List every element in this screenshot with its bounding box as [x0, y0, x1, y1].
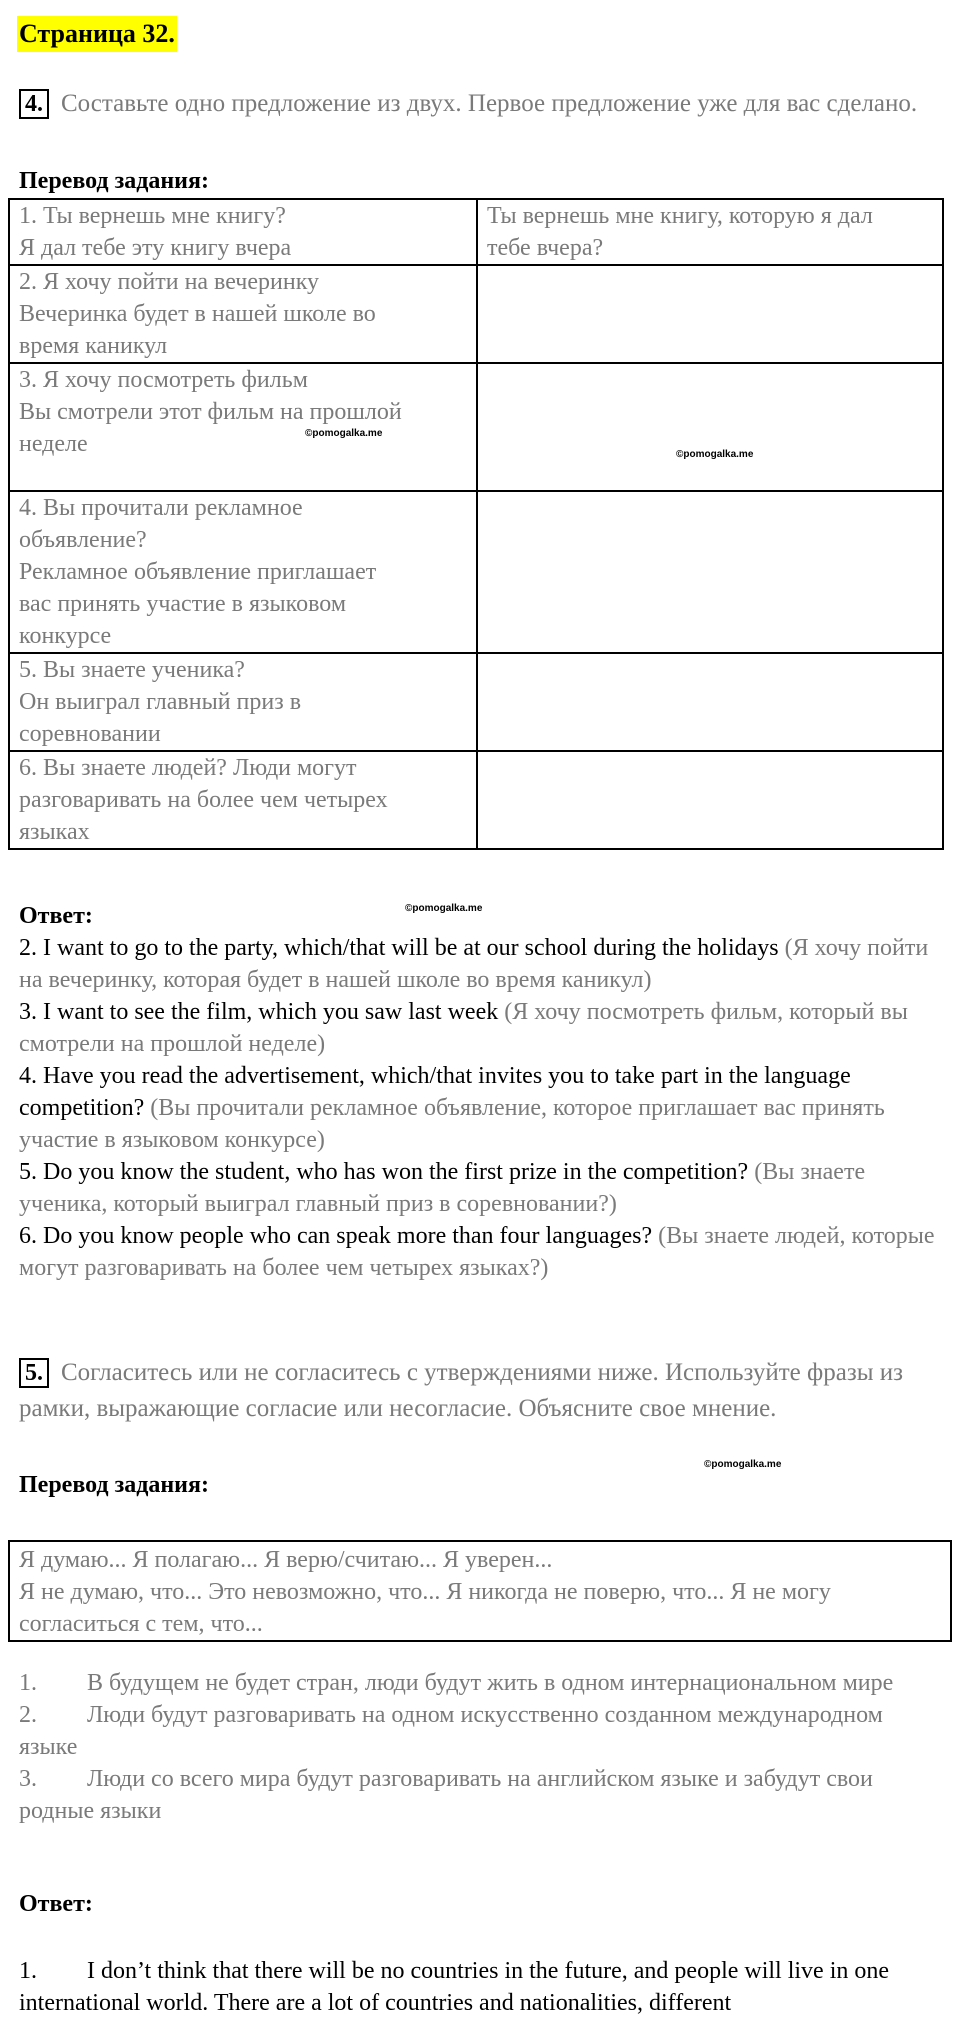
answer-english: 6. Do you know people who can speak more than four languages?	[19, 1223, 653, 1249]
table-cell-combined	[477, 199, 943, 265]
watermark: ©pomogalka.me	[704, 1459, 782, 1470]
cell-line: 3. Я хочу посмотреть фильм	[19, 367, 308, 393]
statement-number: 2.	[19, 1702, 37, 1728]
task4-translation-table	[8, 198, 944, 850]
cell-line: Вы смотрели этот фильм на прошлой	[19, 399, 402, 425]
answer-item	[19, 932, 944, 996]
cell-line: языках	[19, 819, 90, 845]
page-title: Страница 32.	[17, 16, 177, 52]
watermark: ©pomogalka.me	[676, 449, 754, 460]
cell-line: время каникул	[19, 333, 168, 359]
answer-russian: (Я хочу пойти на вечеринку, которая будет в нашей школе во время каникул)	[19, 935, 929, 993]
statement-item	[19, 1763, 944, 1827]
cell-line: соревновании	[19, 721, 161, 747]
statement-number: 3.	[19, 1766, 37, 1792]
answer-english: 4. Have you read the advertisement, which/that invites you to take part in the language competition?	[19, 1063, 851, 1121]
answer-russian: (Я хочу посмотреть фильм, который вы смотрели на прошлой неделе)	[19, 999, 908, 1057]
cell-line: Он выиграл главный приз в	[19, 689, 302, 715]
answer-text: I don’t think that there will be no countries in the future, and people will live in one international world. There are a lot of countries and nationalities, different	[19, 1958, 890, 2016]
table-cell-combined	[477, 363, 943, 491]
table-cell-sentences	[9, 199, 477, 265]
cell-line: 5. Вы знаете ученика?	[19, 657, 245, 683]
cell-line: Вечеринка будет в нашей школе во	[19, 301, 376, 327]
table-cell-sentences	[9, 491, 477, 653]
task5-answers-list	[19, 1955, 944, 2019]
cell-line: конкурсе	[19, 623, 112, 649]
task4-instruction: Составьте одно предложение из двух. Первое предложение уже для вас сделано.	[61, 90, 918, 117]
task5-answer-heading: Ответ:	[19, 1891, 93, 1917]
statement-item	[19, 1699, 944, 1763]
statement-number: 1.	[19, 1670, 37, 1696]
cell-line: 1. Ты вернешь мне книгу?	[19, 203, 286, 229]
answer-item	[19, 1060, 944, 1156]
answer-english: 3. I want to see the film, which you saw last week	[19, 999, 499, 1025]
phrase-box	[8, 1540, 952, 1642]
cell-line: 6. Вы знаете людей? Люди могут	[19, 755, 357, 781]
statement-text: Люди со всего мира будут разговаривать на английском языке и забудут свои родные языки	[19, 1766, 873, 1824]
statement-item	[19, 1667, 944, 1699]
answer-item	[19, 1955, 944, 2019]
task4-answer-heading: Ответ:	[19, 903, 93, 929]
task4-instruction-block	[19, 86, 939, 122]
cell-line: неделе	[19, 431, 88, 457]
phrase-line: Я не думаю, что... Это невозможно, что... Я никогда не поверю, что... Я не могу согласиться с тем, что...	[19, 1579, 831, 1637]
table-row	[9, 751, 943, 849]
answer-item	[19, 996, 944, 1060]
task5-statements-list	[19, 1667, 944, 1827]
cell-line: тебе вчера?	[487, 235, 604, 261]
cell-line: Я дал тебе эту книгу вчера	[19, 235, 292, 261]
task5-number-badge: 5.	[19, 1358, 49, 1388]
table-row	[9, 491, 943, 653]
table-cell-sentences	[9, 751, 477, 849]
answer-item	[19, 1156, 944, 1220]
phrase-line: Я думаю... Я полагаю... Я верю/считаю... Я уверен...	[19, 1547, 553, 1573]
task4-translation-heading: Перевод задания:	[19, 168, 209, 194]
table-cell-combined	[477, 751, 943, 849]
cell-line: Рекламное объявление приглашает	[19, 559, 377, 585]
watermark: ©pomogalka.me	[305, 428, 383, 439]
task4-number-badge: 4.	[19, 89, 49, 119]
task5-translation-heading: Перевод задания:	[19, 1472, 209, 1498]
table-row	[9, 265, 943, 363]
table-row	[9, 363, 943, 491]
table-cell-sentences	[9, 653, 477, 751]
task5-instruction: Согласитесь или не согласитесь с утверждениями ниже. Используйте фразы из рамки, выражающие согласие или несогласие. Объясните свое мнение.	[19, 1359, 903, 1422]
cell-line: 4. Вы прочитали рекламное	[19, 495, 303, 521]
answer-russian: (Вы знаете ученика, который выиграл главный приз в соревновании?)	[19, 1159, 866, 1217]
table-cell-sentences	[9, 265, 477, 363]
table-cell-combined	[477, 491, 943, 653]
table-row	[9, 199, 943, 265]
statement-text: Люди будут разговаривать на одном искусственно созданном международном языке	[19, 1702, 883, 1760]
watermark: ©pomogalka.me	[405, 903, 483, 914]
task5-instruction-block	[19, 1355, 939, 1427]
answer-russian: (Вы знаете людей, которые могут разговаривать на более чем четырех языках?)	[19, 1223, 935, 1281]
table-cell-sentences	[9, 363, 477, 491]
answer-english: 2. I want to go to the party, which/that will be at our school during the holidays	[19, 935, 779, 961]
table-cell-combined	[477, 265, 943, 363]
cell-line: объявление?	[19, 527, 147, 553]
cell-line: 2. Я хочу пойти на вечеринку	[19, 269, 320, 295]
cell-line: Ты вернешь мне книгу, которую я дал	[487, 203, 873, 229]
table-row	[9, 653, 943, 751]
cell-line: вас принять участие в языковом	[19, 591, 346, 617]
answer-russian: (Вы прочитали рекламное объявление, которое приглашает вас принять участие в языковом конкурсе)	[19, 1095, 885, 1153]
answer-english: 5. Do you know the student, who has won the first prize in the competition?	[19, 1159, 749, 1185]
cell-line: разговаривать на более чем четырех	[19, 787, 388, 813]
answer-item	[19, 1220, 944, 1284]
statement-text: В будущем не будет стран, люди будут жить в одном интернациональном мире	[87, 1670, 894, 1696]
answer-number: 1.	[19, 1958, 37, 1984]
task4-answers-list	[19, 932, 944, 1284]
table-cell-combined	[477, 653, 943, 751]
